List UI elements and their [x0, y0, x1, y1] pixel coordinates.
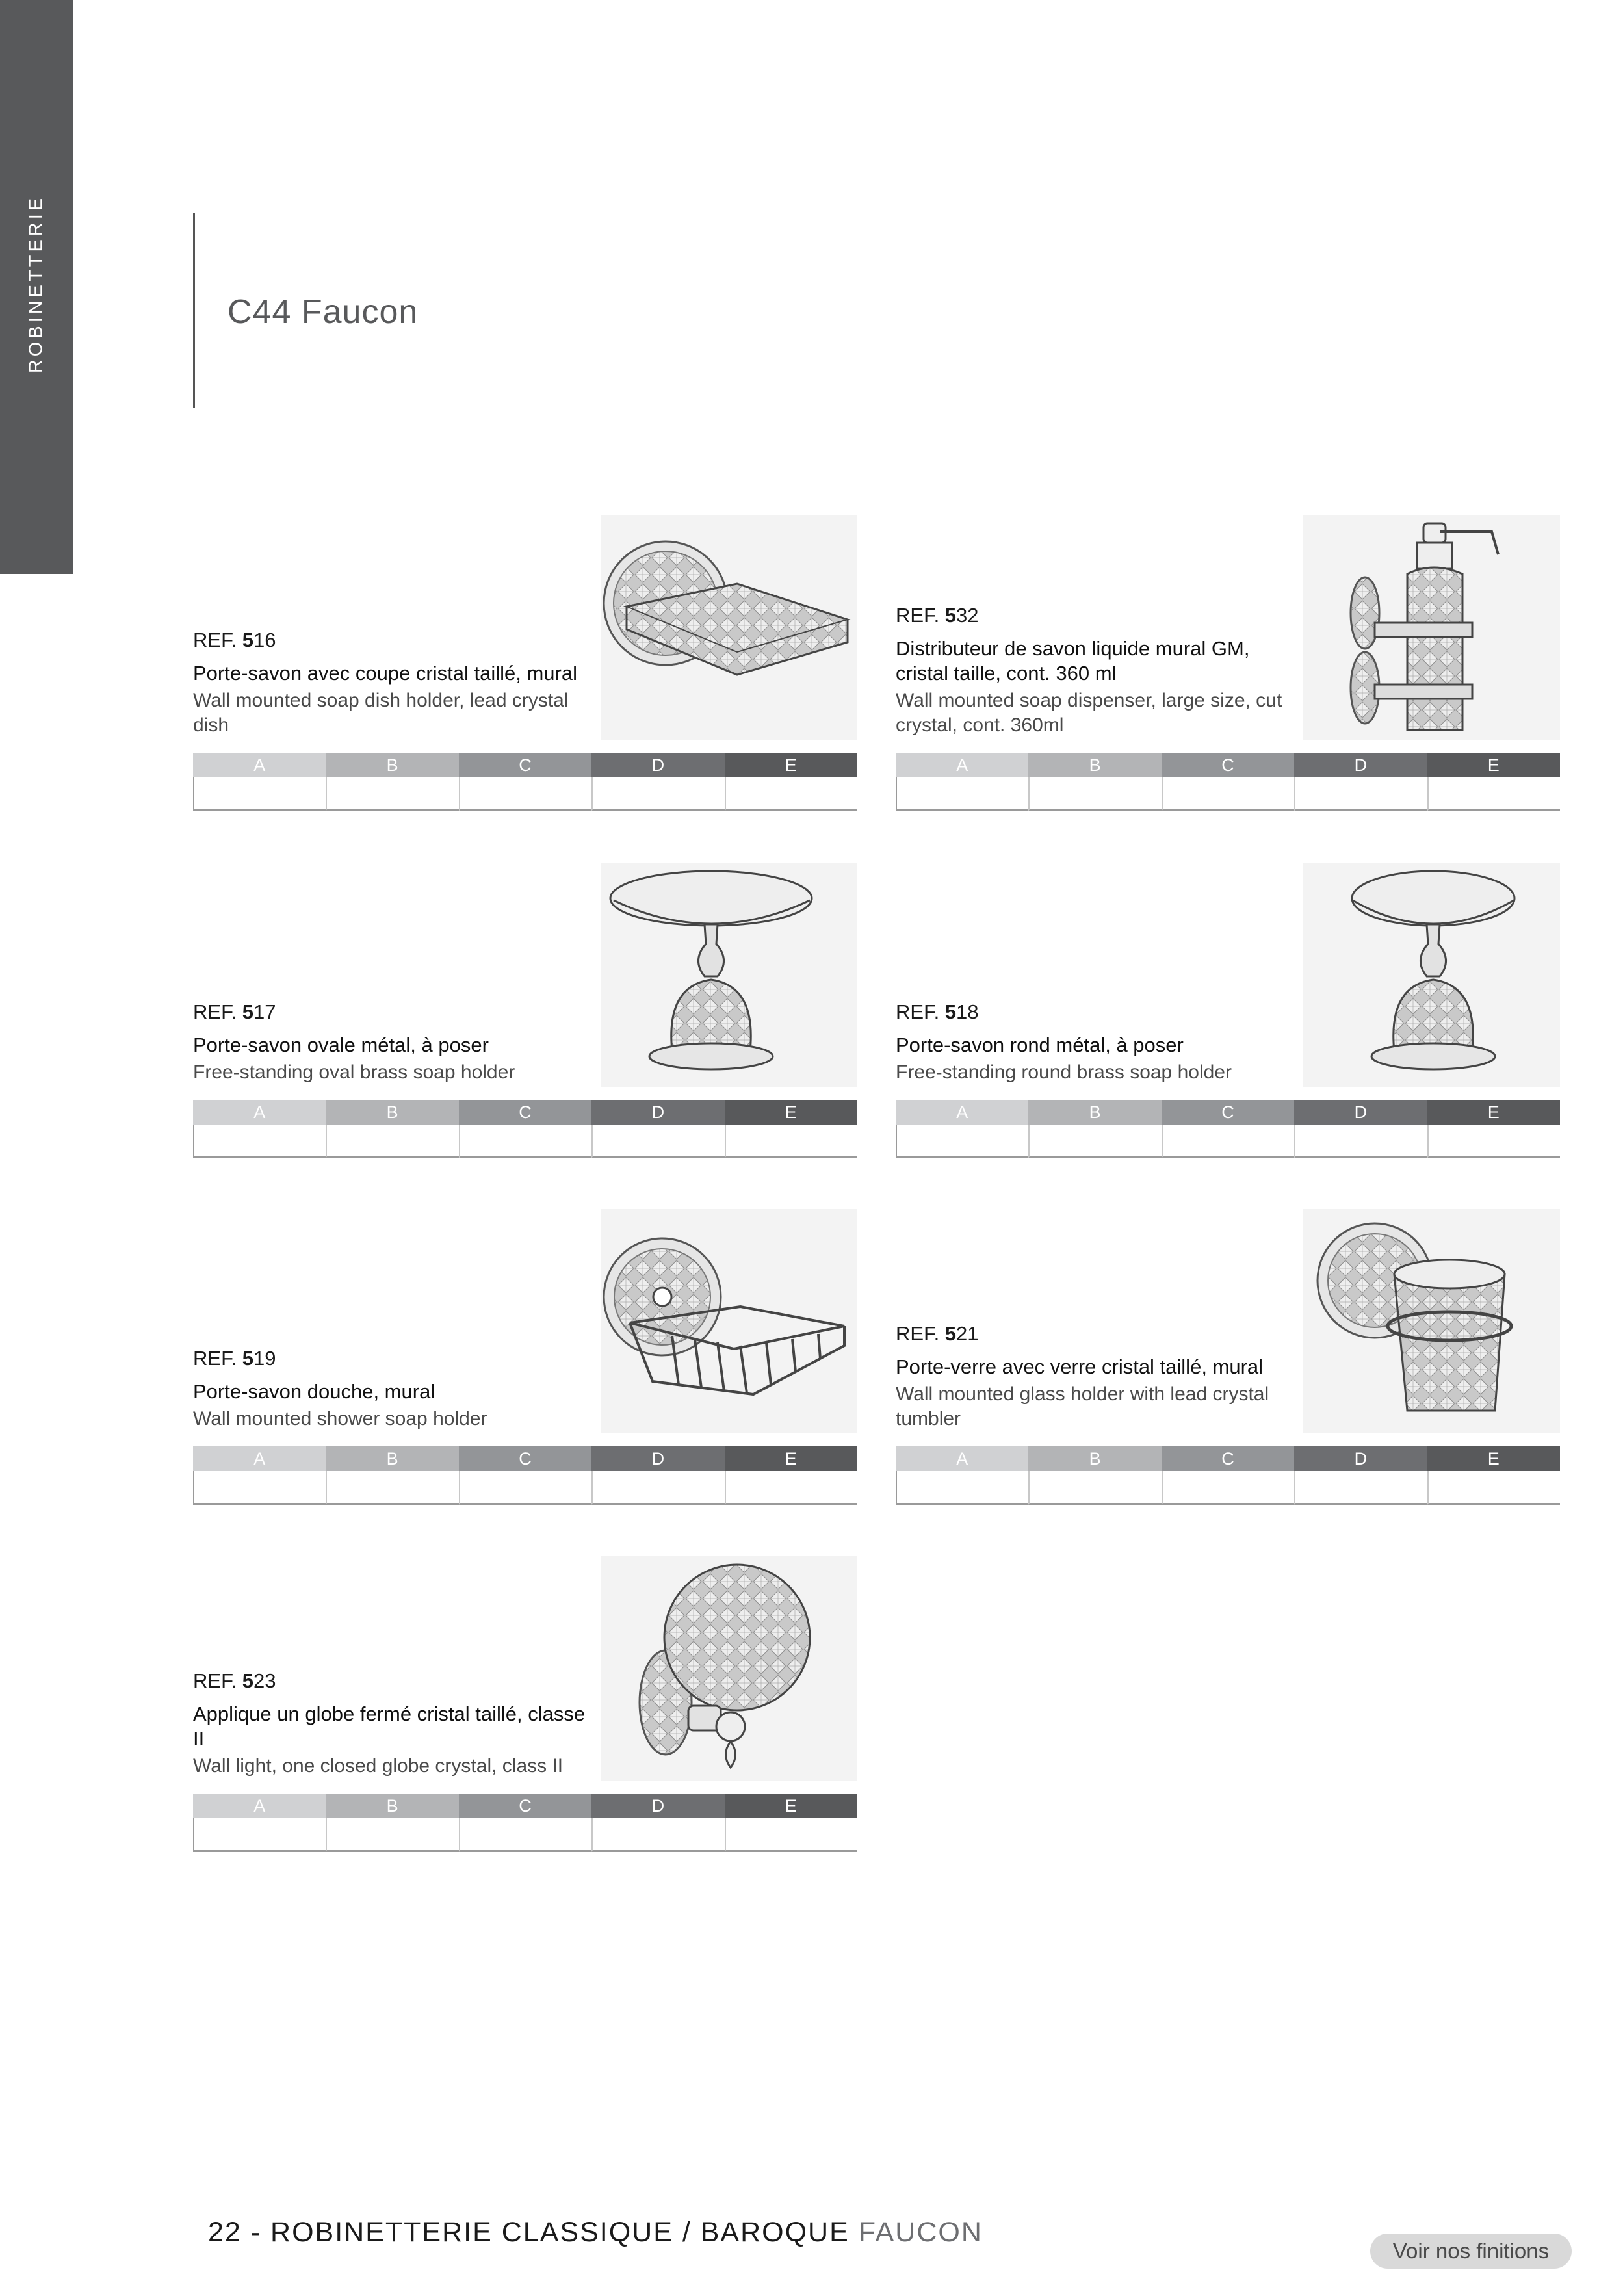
finish-header-d: D: [591, 1794, 724, 1818]
finish-cell: [1294, 1471, 1427, 1505]
finish-cell: [725, 1125, 857, 1158]
finish-cell: [1294, 777, 1427, 811]
finish-cell: [725, 777, 857, 811]
finish-cell: [1427, 1125, 1560, 1158]
finish-header-c: C: [1162, 1100, 1294, 1125]
finish-cell: [459, 1471, 591, 1505]
finish-header-c: C: [1162, 753, 1294, 777]
finish-table: [896, 1446, 1560, 1505]
product-card-523: [193, 1556, 857, 1852]
finish-cell: [459, 1125, 591, 1158]
product-desc-en: Wall light, one closed globe crystal, class II: [193, 1755, 564, 1777]
finish-table: [193, 753, 857, 811]
finish-cell: [326, 1471, 458, 1505]
finish-cell: [193, 1818, 326, 1852]
finish-header-e: E: [1427, 1446, 1560, 1471]
finish-table: [193, 1446, 857, 1505]
finish-cell: [591, 1818, 724, 1852]
glass-holder-icon: [1303, 1209, 1560, 1433]
finish-table: [896, 753, 1560, 811]
finish-header-a: A: [193, 1446, 326, 1471]
side-tab-label: ROBINETTERIE: [25, 194, 47, 374]
footer-main: 22 - ROBINETTERIE CLASSIQUE / BAROQUE: [208, 2217, 859, 2248]
product-desc-fr: Porte-verre avec verre cristal taillé, mural: [896, 1355, 1264, 1378]
finish-header-b: B: [1028, 1446, 1161, 1471]
finish-header-e: E: [1427, 753, 1560, 777]
finish-cell: [1028, 777, 1161, 811]
finish-header-d: D: [1294, 1100, 1427, 1125]
finish-cell: [896, 1471, 1028, 1505]
soap-dish-wall-icon: [601, 515, 857, 740]
finish-cell: [1162, 777, 1294, 811]
product-text: [896, 604, 1299, 738]
product-desc-fr: Porte-savon douche, mural: [193, 1380, 435, 1403]
finish-header-c: C: [1162, 1446, 1294, 1471]
product-desc-fr: Applique un globe fermé cristal taillé, classe II: [193, 1702, 586, 1750]
finish-header-c: C: [459, 1794, 591, 1818]
product-desc-en: Wall mounted shower soap holder: [193, 1408, 487, 1429]
product-desc-fr: Distributeur de savon liquide mural GM, cristal taille, cont. 360 ml: [896, 637, 1250, 685]
soap-dispenser-drawing: [1303, 515, 1560, 740]
round-soap-holder-icon: [1303, 863, 1560, 1087]
finish-cell: [1028, 1471, 1161, 1505]
finish-header-d: D: [1294, 1446, 1427, 1471]
finish-cell: [1162, 1125, 1294, 1158]
voir-finitions-button[interactable]: Voir nos finitions: [1370, 2234, 1572, 2269]
round-soap-holder-drawing: [1303, 863, 1560, 1087]
finish-cell: [326, 1125, 458, 1158]
finish-header-e: E: [725, 1794, 857, 1818]
wall-light-icon: [601, 1556, 857, 1781]
product-card-516: [193, 515, 857, 811]
product-desc-en: Wall mounted glass holder with lead crystal tumbler: [896, 1383, 1269, 1429]
product-ref: REF. 517: [193, 1000, 276, 1023]
finish-header-c: C: [459, 753, 591, 777]
oval-soap-holder-icon: [601, 863, 857, 1087]
glass-holder-drawing: [1303, 1209, 1560, 1433]
side-tab: [0, 0, 73, 574]
product-ref: REF. 518: [896, 1000, 979, 1023]
finish-cell: [193, 777, 326, 811]
finish-cell: [326, 777, 458, 811]
finish-header-d: D: [591, 753, 724, 777]
finish-header-b: B: [326, 1794, 458, 1818]
finish-header-e: E: [1427, 1100, 1560, 1125]
finish-table: [896, 1100, 1560, 1158]
finish-header-b: B: [326, 753, 458, 777]
soap-dish-wall-drawing: [601, 515, 857, 740]
product-desc-en: Free-standing oval brass soap holder: [193, 1062, 515, 1083]
finish-cell: [1028, 1125, 1161, 1158]
finish-table: [193, 1100, 857, 1158]
finish-cell: [725, 1471, 857, 1505]
product-desc-fr: Porte-savon avec coupe cristal taillé, mural: [193, 662, 577, 685]
finish-cell: [725, 1818, 857, 1852]
finish-cell: [1162, 1471, 1294, 1505]
product-card-521: [896, 1209, 1560, 1505]
finish-header-b: B: [326, 1446, 458, 1471]
product-ref: REF. 516: [193, 629, 276, 651]
product-text: [896, 1322, 1299, 1431]
product-text: [193, 1000, 596, 1085]
product-text: [193, 1347, 596, 1431]
footer-accent: FAUCON: [858, 2217, 983, 2248]
product-desc-en: Wall mounted soap dispenser, large size, cut crystal, cont. 360ml: [896, 690, 1282, 736]
finish-cell: [591, 777, 724, 811]
finish-cell: [896, 1125, 1028, 1158]
finish-header-a: A: [193, 1100, 326, 1125]
product-desc-fr: Porte-savon ovale métal, à poser: [193, 1034, 489, 1056]
finish-header-a: A: [896, 1446, 1028, 1471]
product-text: [193, 1669, 596, 1779]
finish-header-d: D: [1294, 753, 1427, 777]
finish-header-e: E: [725, 1446, 857, 1471]
finish-header-a: A: [193, 753, 326, 777]
shower-soap-basket-drawing: [601, 1209, 857, 1433]
oval-soap-holder-drawing: [601, 863, 857, 1087]
title-rule: [193, 213, 195, 408]
finish-cell: [326, 1818, 458, 1852]
product-ref: REF. 521: [896, 1322, 979, 1345]
product-desc-en: Free-standing round brass soap holder: [896, 1062, 1232, 1083]
finish-header-e: E: [725, 1100, 857, 1125]
product-text: [193, 629, 596, 738]
product-card-518: [896, 863, 1560, 1158]
finish-header-a: A: [896, 753, 1028, 777]
finish-header-d: D: [591, 1100, 724, 1125]
finish-cell: [1427, 777, 1560, 811]
finish-cell: [591, 1125, 724, 1158]
product-desc-fr: Porte-savon rond métal, à poser: [896, 1034, 1184, 1056]
finish-table: [193, 1794, 857, 1852]
finish-header-c: C: [459, 1446, 591, 1471]
finish-cell: [896, 777, 1028, 811]
product-text: [896, 1000, 1299, 1085]
finish-header-c: C: [459, 1100, 591, 1125]
product-ref: REF. 519: [193, 1347, 276, 1370]
finish-header-d: D: [591, 1446, 724, 1471]
finish-cell: [459, 1818, 591, 1852]
finish-header-b: B: [326, 1100, 458, 1125]
finish-cell: [591, 1471, 724, 1505]
finish-header-e: E: [725, 753, 857, 777]
product-ref: REF. 532: [896, 604, 979, 627]
finish-header-b: B: [1028, 1100, 1161, 1125]
finish-header-a: A: [193, 1794, 326, 1818]
shower-soap-basket-icon: [601, 1209, 857, 1433]
finish-cell: [1427, 1471, 1560, 1505]
soap-dispenser-icon: [1303, 515, 1560, 740]
finish-cell: [459, 777, 591, 811]
page-title: C44 Faucon: [227, 293, 419, 331]
finish-cell: [193, 1125, 326, 1158]
finish-cell: [1294, 1125, 1427, 1158]
product-desc-en: Wall mounted soap dish holder, lead crystal dish: [193, 690, 569, 736]
finish-header-b: B: [1028, 753, 1161, 777]
product-card-519: [193, 1209, 857, 1505]
product-card-532: [896, 515, 1560, 811]
finish-cell: [193, 1471, 326, 1505]
product-card-517: [193, 863, 857, 1158]
finish-header-a: A: [896, 1100, 1028, 1125]
wall-light-drawing: [601, 1556, 857, 1781]
product-ref: REF. 523: [193, 1669, 276, 1692]
page-footer: [208, 2217, 983, 2249]
